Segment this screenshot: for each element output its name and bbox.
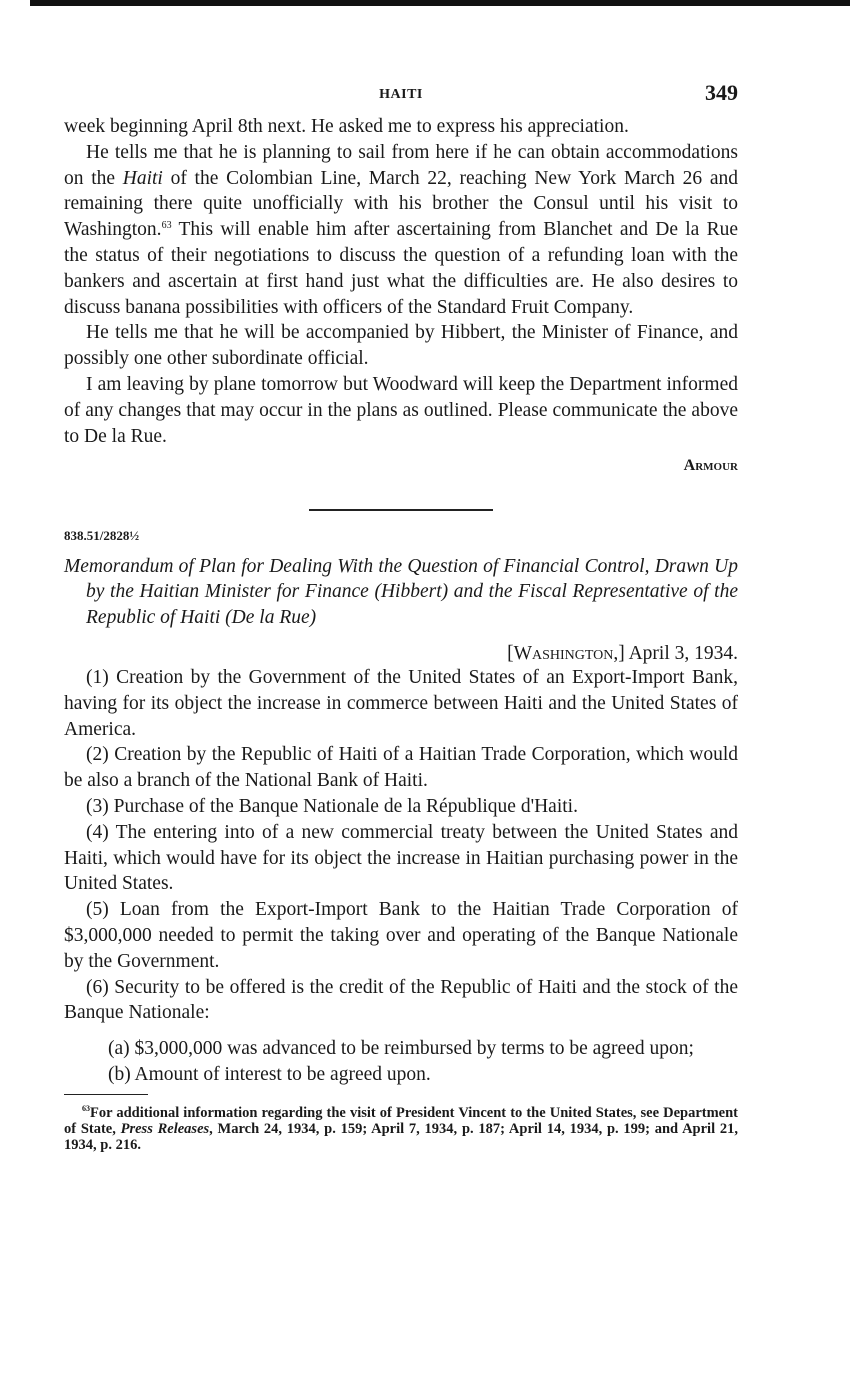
page — [64, 80, 738, 1153]
memo-item-4: (4) The entering into of a new commercial treaty between the United States and Haiti, which would have for its object the increase in Haitian purchasing power in the United States. — [64, 821, 738, 895]
top-border-rule — [30, 0, 850, 6]
footnote-rule — [64, 1094, 148, 1095]
dateline — [64, 643, 738, 665]
letter-paragraph-2-part-b: of the Colombian Line, March 22, reaching New York March 26 and remaining there quite unofficially with his brother the Consul until his visit to Washington. — [64, 167, 738, 241]
file-reference: 838.51/2828½ — [64, 527, 140, 543]
footnote-publication: Press Releases — [120, 1120, 210, 1137]
footnote-text-a: For additional information regarding the visit of President Vincent to the United States, see Department of State, — [64, 1104, 738, 1137]
memo-heading: Memorandum of Plan for Dealing With the Question of Financial Control, Drawn Up by the Haitian Minister for Finance (Hibbert) and the Fiscal Representative of the Republic of Haiti (De la Rue) — [64, 555, 738, 629]
footnote-reference[interactable]: 63 — [161, 220, 172, 232]
letter-paragraph-1: week beginning April 8th next. He asked me to express his appreciation. — [64, 116, 629, 137]
memo-items — [64, 665, 738, 1088]
memo-item-5: (5) Loan from the Export-Import Bank to the Haitian Trade Corporation of $3,000,000 needed to permit the taking over and operating of the Banque Nationale by the Government. — [64, 899, 738, 972]
page-number: 349 — [705, 80, 738, 105]
letter-paragraph-3: He tells me that he will be accompanied by Hibbert, the Minister of Finance, and possibly one other subordinate official. — [64, 322, 738, 370]
footnote-text-b: , March 24, 1934, p. 159; April 7, 1934, p. 187; April 14, 1934, p. 199; and April 21, 1934, p. 216. — [64, 1120, 738, 1153]
dateline-place: [Washington,] — [507, 642, 625, 664]
memo-subitem-a: (a) $3,000,000 was advanced to be reimbursed by terms to be agreed upon; — [108, 1038, 694, 1060]
memo-subitems — [64, 1036, 738, 1088]
ship-name: Haiti — [122, 167, 163, 189]
letter-paragraph-2-part-a: He tells me that he is planning to sail from here if he can obtain accommodations on the — [64, 141, 738, 189]
memo-item-2: (2) Creation by the Republic of Haiti of a Haitian Trade Corporation, which would be also a branch of the National Bank of Haiti. — [64, 744, 738, 792]
letter-paragraph-2 — [64, 140, 738, 321]
memo-item-1: (1) Creation by the Government of the United States of an Export-Import Bank, having for its object the increase in commerce between Haiti and the United States of America. — [64, 666, 738, 740]
letter-paragraph-2-part-c: This will enable him after ascertaining from Blanchet and De la Rue the status of their negotiations to discuss the question of a refunding loan with the bankers and ascertain at first hand just what the difficulties are. He also desires to discuss banana possibilities with officers of the Standard Fruit Company. — [64, 219, 738, 318]
dateline-date: April 3, 1934. — [628, 642, 738, 664]
letter-paragraph-4: I am leaving by plane tomorrow but Woodward will keep the Department informed of any changes that may occur in the plans as outlined. Please communicate the above to De la Rue. — [64, 373, 738, 447]
signature: Armour — [683, 457, 738, 475]
footnote-marker: 63 — [82, 1103, 90, 1113]
memo-item-6: (6) Security to be offered is the credit of the Republic of Haiti and the stock of the Banque Nationale: — [64, 976, 738, 1024]
memo-item-3: (3) Purchase of the Banque Nationale de la République d'Haiti. — [86, 795, 578, 817]
running-title: HAITI — [379, 87, 423, 102]
letter-body — [64, 114, 738, 479]
section-divider — [309, 509, 493, 510]
memo-subitem-b: (b) Amount of interest to be agreed upon. — [108, 1063, 431, 1085]
running-header — [64, 80, 738, 114]
footnote — [64, 1105, 738, 1153]
